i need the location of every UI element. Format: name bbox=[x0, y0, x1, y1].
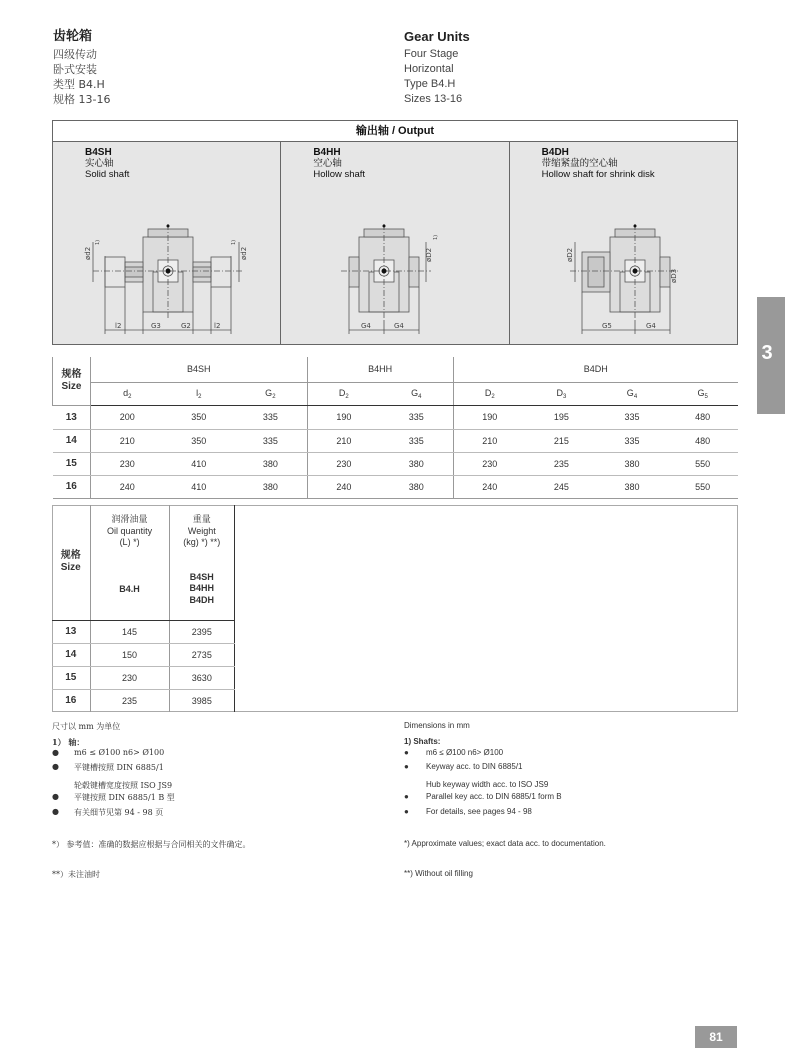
header-cn bbox=[53, 28, 110, 107]
shrink-disk-drawing bbox=[510, 142, 730, 345]
note-no-oil: **）未注油时 bbox=[52, 870, 100, 879]
bullet-icon: ● bbox=[52, 807, 59, 816]
table-row: 15 230 3630 bbox=[52, 666, 235, 689]
weight-header: 重量 Weight (kg) *) **) B4SH B4HH B4DH bbox=[169, 505, 234, 620]
table-row: 14 210 350 335 210 335 210 215 335 480 bbox=[53, 429, 739, 452]
group-header: B4HH bbox=[307, 357, 453, 382]
panel-solid-shaft bbox=[53, 142, 281, 344]
bullet-icon: ● bbox=[404, 748, 409, 757]
col-header: $D_3$ bbox=[526, 382, 597, 405]
panel-code: B4DH bbox=[541, 147, 569, 158]
col-header: $G_5$ bbox=[667, 382, 738, 405]
dim-label-g4: G4 bbox=[361, 322, 372, 330]
bullet-icon: ● bbox=[404, 762, 409, 771]
dim-label-g2: G2 bbox=[181, 322, 191, 330]
subtitle-line: 类型 B4.H bbox=[53, 78, 105, 91]
col-header: $G_4$ bbox=[380, 382, 453, 405]
panel-en: Hollow shaft for shrink disk bbox=[541, 169, 655, 180]
table-row: 15 230 410 380 230 380 230 235 380 550 bbox=[53, 452, 739, 475]
note-mark: 1) bbox=[433, 234, 440, 240]
bullet-icon: ● bbox=[52, 748, 59, 757]
dim-label-l2: l2 bbox=[115, 322, 122, 330]
table-row: 16 240 410 380 240 380 240 245 380 550 bbox=[53, 475, 739, 498]
note-dim: 尺寸以 mm 为单位 bbox=[52, 722, 121, 731]
dim-label-g3: G3 bbox=[151, 322, 161, 330]
subtitle-line: Sizes 13-16 bbox=[404, 93, 463, 105]
dim-label-g5: G5 bbox=[601, 322, 612, 330]
col-header: $d_2$ bbox=[91, 382, 164, 405]
panel-en: Solid shaft bbox=[85, 169, 130, 180]
subtitle-line: Type B4.H bbox=[404, 78, 456, 90]
dim-label-d2: øD2 bbox=[425, 247, 434, 262]
header-en bbox=[404, 28, 470, 107]
panel-cn: 带缩紧盘的空心轴 bbox=[541, 158, 618, 169]
panel-code: B4HH bbox=[313, 147, 341, 158]
subtitle-line: 规格 13-16 bbox=[53, 93, 111, 106]
col-header: $l_2$ bbox=[163, 382, 234, 405]
dim-label-d2: ød2 bbox=[84, 246, 92, 260]
note-shafts-head: 1） 轴： bbox=[52, 737, 85, 747]
dim-label-l2: l2 bbox=[214, 322, 221, 330]
hollow-shaft-drawing bbox=[281, 142, 513, 345]
col-header: $D_2$ bbox=[307, 382, 380, 405]
note-mark: 1) bbox=[95, 239, 101, 245]
group-header: B4DH bbox=[453, 357, 738, 382]
size-header: 规格 Size bbox=[52, 505, 90, 620]
dim-label-d3: øD3 bbox=[669, 268, 678, 283]
size-header: 规格 Size bbox=[53, 357, 91, 405]
title-cn: 齿轮箱 bbox=[53, 29, 93, 44]
subtitle-line: 卧式安装 bbox=[53, 63, 97, 76]
oil-header: 润滑油量 Oil quantity (L) *) B4.H bbox=[90, 505, 169, 620]
note-shafts-head: 1) Shafts: bbox=[404, 737, 441, 746]
panel-en: Hollow shaft bbox=[313, 169, 366, 180]
title-en: Gear Units bbox=[404, 29, 470, 44]
column-header-row bbox=[53, 382, 739, 405]
bullet-icon: ● bbox=[404, 807, 409, 816]
output-section bbox=[52, 120, 738, 345]
table-row: 16 235 3985 bbox=[52, 689, 235, 712]
bullet-icon: ● bbox=[52, 762, 59, 771]
solid-shaft-drawing bbox=[53, 142, 285, 345]
table-row: 14 150 2735 bbox=[52, 643, 235, 666]
page-number: 81 bbox=[695, 1026, 737, 1048]
table-row: 13 145 2395 bbox=[52, 620, 235, 643]
panel-cn: 实心轴 bbox=[85, 158, 114, 169]
dim-label-d2: ød2 bbox=[240, 246, 248, 260]
dim-label-g4: G4 bbox=[645, 322, 656, 330]
col-header: $D_2$ bbox=[453, 382, 526, 405]
note-no-oil: **) Without oil filling bbox=[404, 869, 473, 878]
panel-code: B4SH bbox=[85, 147, 112, 158]
bullet-icon: ● bbox=[52, 792, 59, 801]
dim-label-d2: øD2 bbox=[565, 247, 574, 262]
panel-shrink-disk bbox=[510, 142, 737, 344]
subtitle-line: 四级传动 bbox=[53, 48, 97, 61]
panel-cn: 空心轴 bbox=[313, 158, 342, 169]
dim-label-g4: G4 bbox=[394, 322, 405, 330]
oil-weight-table bbox=[52, 505, 235, 712]
group-header: B4SH bbox=[91, 357, 308, 382]
subtitle-line: Four Stage bbox=[404, 48, 459, 60]
output-title: 输出轴 / Output bbox=[53, 121, 737, 142]
chapter-tab: 3 bbox=[757, 297, 785, 414]
note-dim: Dimensions in mm bbox=[404, 721, 470, 730]
col-header: $G_4$ bbox=[597, 382, 668, 405]
subtitle-line: Horizontal bbox=[404, 63, 454, 75]
table-row: 13 200 350 335 190 335 190 195 335 480 bbox=[53, 405, 739, 429]
panel-hollow-shaft bbox=[281, 142, 509, 344]
col-header: $G_2$ bbox=[234, 382, 307, 405]
bullet-icon: ● bbox=[404, 792, 409, 801]
dimensions-table bbox=[52, 357, 738, 499]
note-approx: *） 参考值：准确的数据应根据与合同相关的文件确定。 bbox=[52, 840, 251, 849]
note-mark: 1) bbox=[231, 239, 237, 245]
note-approx: *) Approximate values; exact data acc. to documentation. bbox=[404, 839, 606, 848]
